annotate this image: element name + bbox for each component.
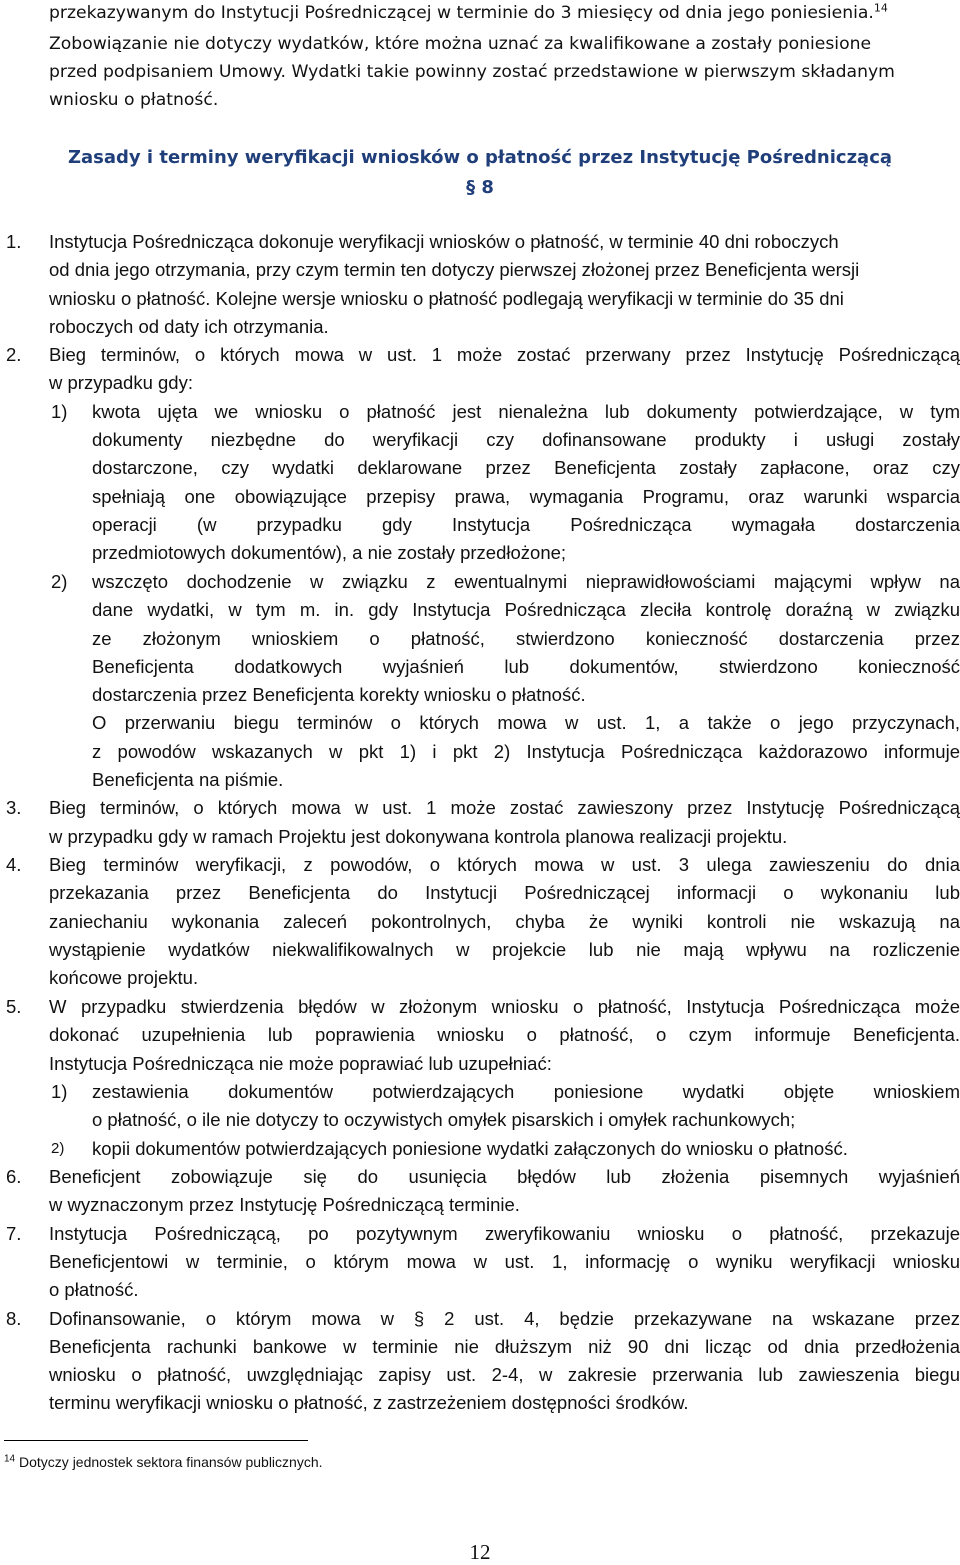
- section-number: [0, 177, 960, 198]
- section-title: Zasady i terminy weryfikacji wniosków o płatność przez Instytucję Pośredniczącą: [67, 147, 893, 168]
- subitem-2-2-line-1: wszczęto dochodzenie w związku z ewentualnymi nieprawidłowościami mającymi wpływ na: [92, 571, 960, 592]
- para-7-line-1: Instytucja Pośredniczącą, po pozytywnym zweryfikowaniu wniosku o płatność, przekazuje: [49, 1223, 960, 1244]
- subitem-2-1-line-2: dokumenty niezbędne do weryfikacji czy dofinansowane produkty i usługi zostały: [92, 429, 960, 450]
- section-sign: §: [466, 177, 476, 198]
- para-5-line-1: W przypadku stwierdzenia błędów w złożonym wniosku o płatność, Instytucja Pośrednicząca może: [49, 996, 960, 1017]
- intro-line-3: przed podpisaniem Umowy. Wydatki takie powinny zostać przedstawione w pierwszym składanym: [49, 62, 895, 82]
- para-2-line-2: w przypadku gdy:: [49, 372, 193, 393]
- intro-line-2: Zobowiązanie nie dotyczy wydatków, które można uznać za kwalifikowane a zostały poniesione: [49, 34, 872, 54]
- para-1-line-2: od dnia jego otrzymania, przy czym termin ten dotyczy pierwszej złożonej przez Beneficjenta wersji: [49, 259, 860, 280]
- subitem-5-1-line-1: zestawienia dokumentów potwierdzających poniesione wydatki objęte wnioskiem: [92, 1081, 960, 1102]
- subitem-2-2-line-3: ze złożonym wnioskiem o płatność, stwierdzono konieczność dostarczenia przez: [92, 628, 960, 649]
- subitem-2-1-line-5: operacji (w przypadku gdy Instytucja Pośrednicząca wymagała dostarczenia: [92, 514, 960, 535]
- page-number: 12: [469, 1540, 491, 1564]
- para-4-line-4: wystąpienie wydatków niekwalifikowalnych w projekcie lub nie mają wpływu na rozliczenie: [49, 939, 960, 960]
- para-2-after-line-3: Beneficjenta na piśmie.: [92, 769, 284, 790]
- intro-line-1: przekazywanym do Instytucji Pośredniczącej w terminie do 3 miesięcy od dnia jego poniesienia.$^{14}$: [49, 1, 888, 23]
- para-3-line-1: Bieg terminów, o których mowa w ust. 1 może zostać zawieszony przez Instytucję Pośredniczącą: [49, 797, 960, 818]
- para-6-line-2: w wyznaczonym przez Instytucję Pośredniczącą terminie.: [49, 1194, 520, 1215]
- para-1-line-3: wniosku o płatność. Kolejne wersje wniosku o płatność podlegają weryfikacji w terminie do 35 dni: [49, 288, 844, 309]
- subitem-2-2-line-5: dostarczenia przez Beneficjenta korekty wniosku o płatność.: [92, 684, 586, 705]
- footnote-ref[interactable]: 14: [873, 1, 888, 15]
- subitem-2-2-line-4: Beneficjenta dodatkowych wyjaśnień lub dokumentów, stwierdzono konieczność: [92, 656, 960, 677]
- subitem-2-1-line-1: kwota ujęta we wniosku o płatność jest nienależna lub dokumenty potwierdzające, w tym: [92, 401, 960, 422]
- para-1-line-1: Instytucja Pośrednicząca dokonuje weryfikacji wniosków o płatność, w terminie 40 dni roboczych: [49, 231, 839, 252]
- para-2-after-line-1: O przerwaniu biegu terminów o których mowa w ust. 1, a także o jego przyczynach,: [92, 712, 960, 733]
- para-7-line-2: Beneficjentowi w terminie, o którym mowa w ust. 1, informację o wyniku weryfikacji wniosku: [49, 1251, 960, 1272]
- item-number-5: 5.: [6, 996, 22, 1017]
- para-5-line-3: Instytucja Pośrednicząca nie może poprawiać lub uzupełniać:: [49, 1053, 552, 1074]
- subitem-5-2-number: 2): [51, 1140, 65, 1157]
- para-1-line-4: roboczych od daty ich otrzymania.: [49, 316, 329, 337]
- footnote-number: 14: [4, 1453, 16, 1465]
- item-number-6: 6.: [6, 1166, 22, 1187]
- subitem-2-1-line-3: dostarczone, czy wydatki deklarowane przez Beneficjenta zostały zapłacone, oraz czy: [92, 457, 960, 478]
- para-2-after-line-2: z powodów wskazanych w pkt 1) i pkt 2) Instytucja Pośrednicząca każdorazowo informuje: [92, 741, 960, 762]
- subitem-2-1-number: 1): [51, 401, 68, 422]
- item-number-1: 1.: [6, 231, 22, 252]
- footnote-text: Dotyczy jednostek sektora finansów publicznych.: [19, 1454, 323, 1470]
- para-8-line-3: wniosku o płatność, uwzględniając zapisy ust. 2-4, w zakresie przerwania lub zawieszenia biegu: [49, 1364, 960, 1385]
- item-number-8: 8.: [6, 1308, 22, 1329]
- para-5-line-2: dokonać uzupełnienia lub poprawienia wniosku o płatność, o czym informuje Beneficjenta.: [49, 1024, 960, 1045]
- para-2-line-1: Bieg terminów, o których mowa w ust. 1 może zostać przerwany przez Instytucję Pośredniczącą: [49, 344, 960, 365]
- subitem-5-2-line-1: kopii dokumentów potwierdzających poniesione wydatki załączonych do wniosku o płatność.: [92, 1138, 848, 1159]
- para-8-line-4: terminu weryfikacji wniosku o płatność, z zastrzeżeniem dostępności środków.: [49, 1392, 689, 1413]
- section-num: 8: [481, 177, 494, 198]
- para-8-line-1: Dofinansowanie, o którym mowa w § 2 ust. 4, będzie przekazywane na wskazane przez: [49, 1308, 960, 1329]
- subitem-2-2-line-2: dane wydatki, w tym m. in. gdy Instytucja Pośrednicząca zleciła kontrolę doraźną w związku: [92, 599, 960, 620]
- para-7-line-3: o płatność.: [49, 1279, 139, 1300]
- subitem-5-1-line-2: o płatność, o ile nie dotyczy to oczywistych omyłek pisarskich i omyłek rachunkowych;: [92, 1109, 796, 1130]
- para-4-line-1: Bieg terminów weryfikacji, z powodów, o których mowa w ust. 3 ulega zawieszeniu do dnia: [49, 854, 960, 875]
- para-4-line-2: przekazania przez Beneficjenta do Instytucji Pośredniczącej informacji o wykonaniu lub: [49, 882, 960, 903]
- para-6-line-1: Beneficjent zobowiązuje się do usunięcia błędów lub złożenia pisemnych wyjaśnień: [49, 1166, 960, 1187]
- item-number-2: 2.: [6, 344, 22, 365]
- item-number-3: 3.: [6, 797, 22, 818]
- subitem-5-1-number: 1): [51, 1081, 68, 1102]
- intro-line-4: wniosku o płatność.: [49, 90, 219, 110]
- subitem-2-1-line-4: spełniają one obowiązujące przepisy prawa, wymagania Programu, oraz warunki wsparcia: [92, 486, 960, 507]
- item-number-7: 7.: [6, 1223, 22, 1244]
- para-8-line-2: Beneficjenta rachunki bankowe w terminie nie dłuższym niż 90 dni licząc od dnia przedłożenia: [49, 1336, 960, 1357]
- para-4-line-3: zaniechaniu wykonania zaleceń pokontrolnych, chyba że wyniki kontroli nie wskazują na: [49, 911, 960, 932]
- para-4-line-5: końcowe projektu.: [49, 967, 199, 988]
- footnote: [4, 1454, 323, 1470]
- footnote-separator: [4, 1440, 308, 1441]
- subitem-2-2-number: 2): [51, 571, 68, 592]
- item-number-4: 4.: [6, 854, 22, 875]
- subitem-2-1-line-6: przedmiotowych dokumentów), a nie zostały przedłożone;: [92, 542, 567, 563]
- para-3-line-2: w przypadku gdy w ramach Projektu jest dokonywana kontrola planowa realizacji projektu.: [49, 826, 788, 847]
